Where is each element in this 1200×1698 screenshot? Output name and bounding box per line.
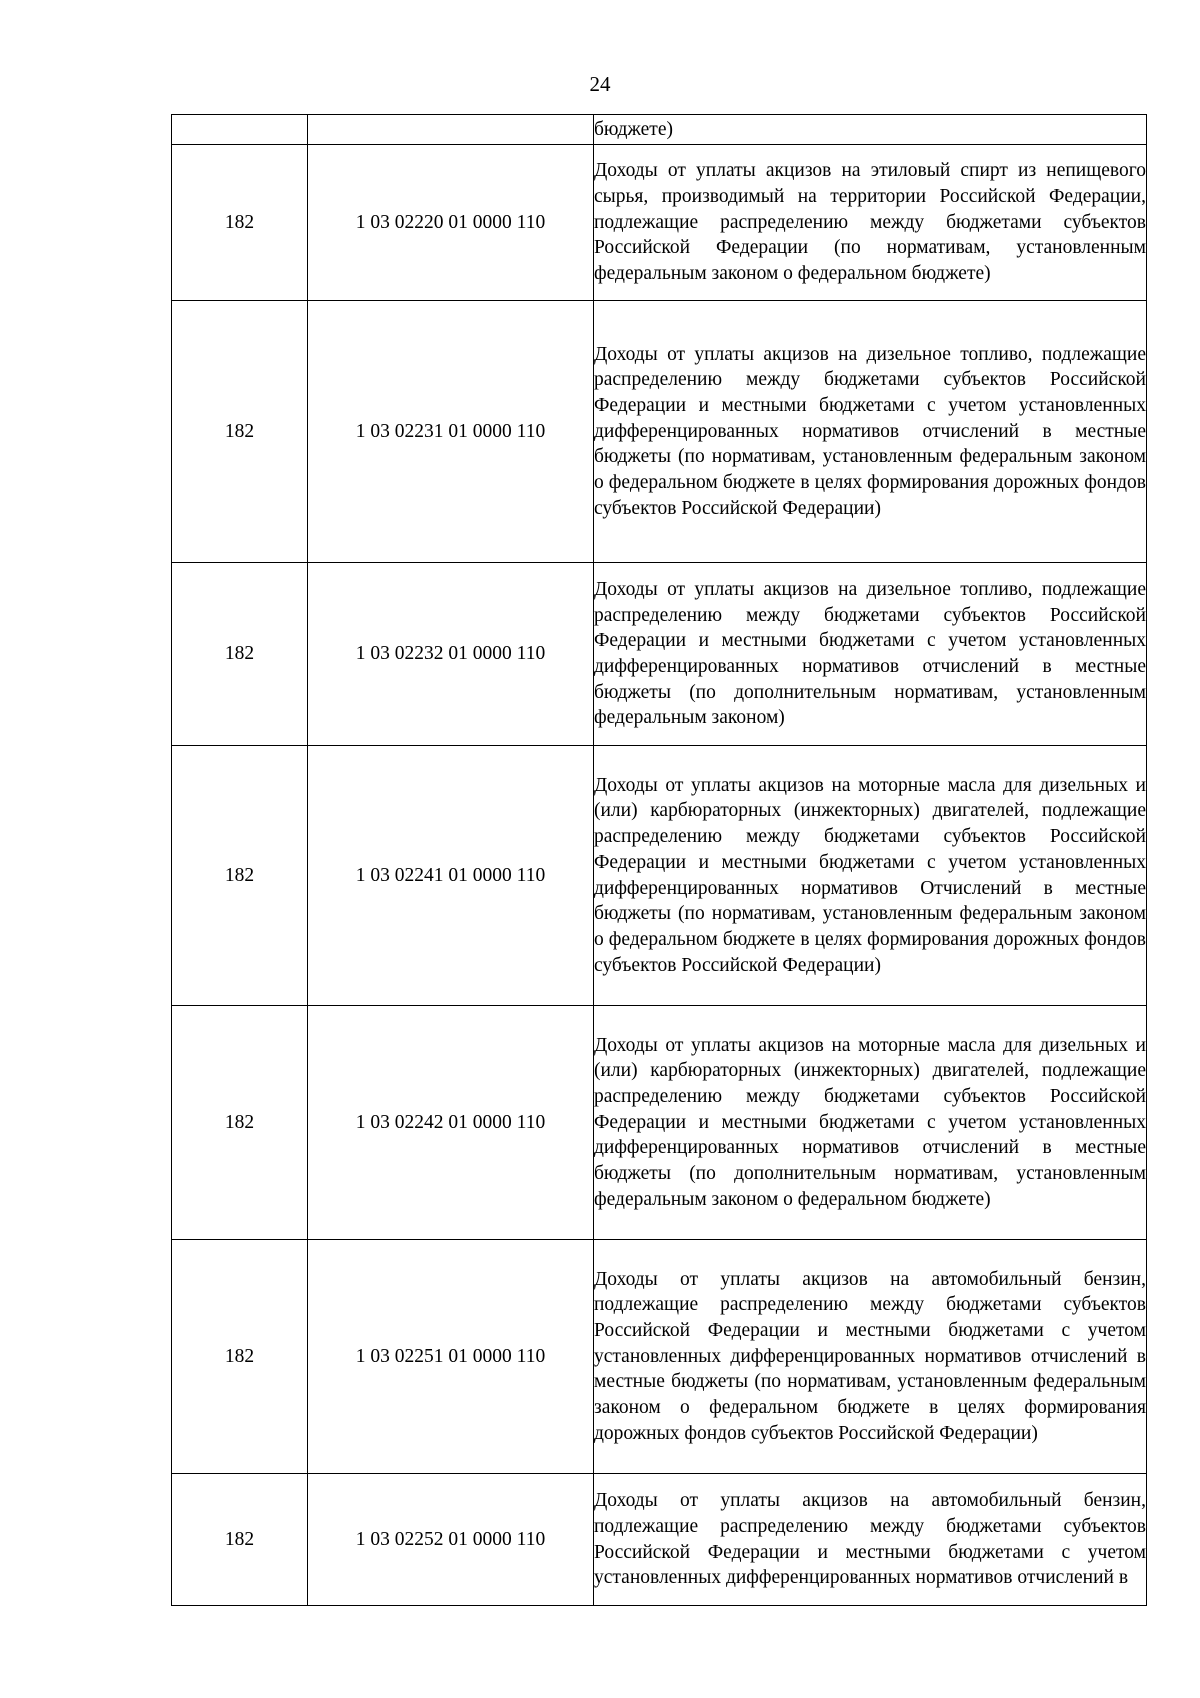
budget-classification-code-cell: 1 03 02220 01 0000 110 bbox=[308, 145, 594, 301]
table-row bbox=[172, 1240, 1147, 1474]
budget-classification-code-cell: 1 03 02242 01 0000 110 bbox=[308, 1006, 594, 1240]
admin-code-cell bbox=[172, 115, 308, 145]
budget-classification-code-cell: 1 03 02241 01 0000 110 bbox=[308, 746, 594, 1006]
admin-code-cell: 182 bbox=[172, 1240, 308, 1474]
admin-code-cell: 182 bbox=[172, 1006, 308, 1240]
table-row bbox=[172, 301, 1147, 563]
admin-code-cell: 182 bbox=[172, 746, 308, 1006]
revenue-description-cell: Доходы от уплаты акцизов на моторные масла для дизельных и (или) карбюраторных (инжекторных) двигателей, подлежащие распределению между бюджетами субъектов Российской Федерации и местными бюджетами с учетом установленных дифференцированных нормативов Отчислений в местные бюджеты (по нормативам, установленным федеральным законом о федеральном бюджете в целях формирования дорожных фондов субъектов Российской Федерации) bbox=[594, 746, 1147, 1006]
budget-classification-code-cell: 1 03 02252 01 0000 110 bbox=[308, 1474, 594, 1606]
budget-classification-code-cell: 1 03 02251 01 0000 110 bbox=[308, 1240, 594, 1474]
revenue-description-cell: Доходы от уплаты акцизов на этиловый спирт из непищевого сырья, производимый на территории Российской Федерации, подлежащие распределению между бюджетами субъектов Российской Федерации (по нормативам, установленным федеральным законом о федеральном бюджете) bbox=[594, 145, 1147, 301]
budget-classification-code-cell bbox=[308, 115, 594, 145]
table-row bbox=[172, 145, 1147, 301]
table-row bbox=[172, 115, 1147, 145]
revenue-description-cell: Доходы от уплаты акцизов на автомобильный бензин, подлежащие распределению между бюджетами субъектов Российской Федерации и местными бюджетами с учетом установленных дифференцированных нормативов отчислений в bbox=[594, 1474, 1147, 1606]
table-row bbox=[172, 563, 1147, 746]
admin-code-cell: 182 bbox=[172, 145, 308, 301]
table-row bbox=[172, 1474, 1147, 1606]
table-body bbox=[172, 115, 1147, 1606]
table-row bbox=[172, 746, 1147, 1006]
budget-classification-code-cell: 1 03 02231 01 0000 110 bbox=[308, 301, 594, 563]
revenue-description-cell: Доходы от уплаты акцизов на дизельное топливо, подлежащие распределению между бюджетами субъектов Российской Федерации и местными бюджетами с учетом установленных дифференцированных нормативов отчислений в местные бюджеты (по дополнительным нормативам, установленным федеральным законом) bbox=[594, 563, 1147, 746]
revenue-description-cell: Доходы от уплаты акцизов на моторные масла для дизельных и (или) карбюраторных (инжекторных) двигателей, подлежащие распределению между бюджетами субъектов Российской Федерации и местными бюджетами с учетом установленных дифференцированных нормативов отчислений в местные бюджеты (по дополнительным нормативам, установленным федеральным законом о федеральном бюджете) bbox=[594, 1006, 1147, 1240]
revenue-description-cell: Доходы от уплаты акцизов на дизельное топливо, подлежащие распределению между бюджетами субъектов Российской Федерации и местными бюджетами с учетом установленных дифференцированных нормативов отчислений в местные бюджеты (по нормативам, установленным федеральным законом о федеральном бюджете в целях формирования дорожных фондов субъектов Российской Федерации) bbox=[594, 301, 1147, 563]
admin-code-cell: 182 bbox=[172, 301, 308, 563]
revenue-description-cell: бюджете) bbox=[594, 115, 1147, 145]
admin-code-cell: 182 bbox=[172, 1474, 308, 1606]
admin-code-cell: 182 bbox=[172, 563, 308, 746]
revenue-description-cell: Доходы от уплаты акцизов на автомобильный бензин, подлежащие распределению между бюджетами субъектов Российской Федерации и местными бюджетами с учетом установленных дифференцированных нормативов отчислений в местные бюджеты (по нормативам, установленным федеральным законом о федеральном бюджете в целях формирования дорожных фондов субъектов Российской Федерации) bbox=[594, 1240, 1147, 1474]
budget-classification-code-cell: 1 03 02232 01 0000 110 bbox=[308, 563, 594, 746]
revenue-codes-table bbox=[171, 114, 1147, 1606]
table-row bbox=[172, 1006, 1147, 1240]
page-number: 24 bbox=[589, 72, 611, 96]
